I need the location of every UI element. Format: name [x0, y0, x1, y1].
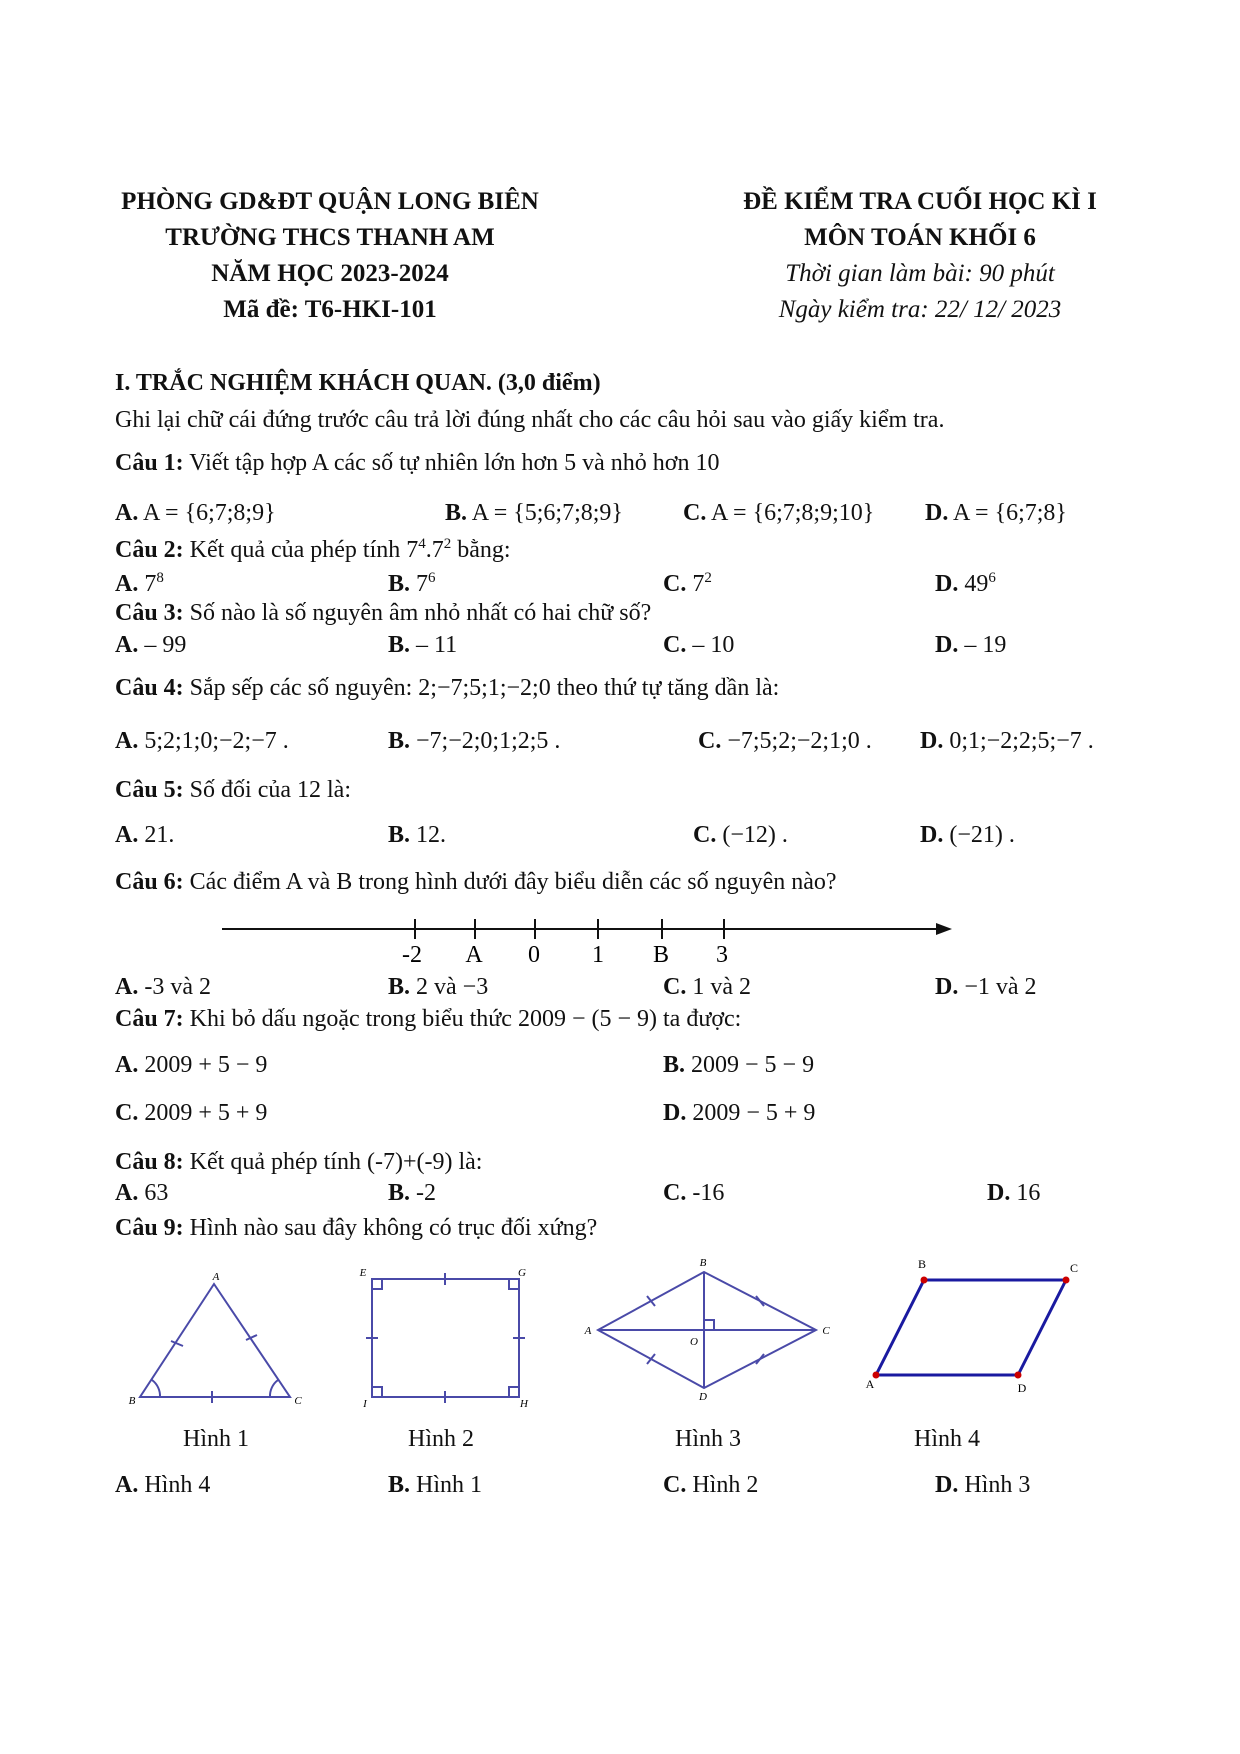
option-text: 2009 + 5 − 9: [138, 1052, 268, 1078]
q1-option-b[interactable]: [445, 500, 623, 527]
question-4: [115, 675, 779, 702]
question-3: [115, 600, 651, 627]
tick-label: 1: [592, 942, 604, 968]
option-label: D.: [663, 1100, 687, 1126]
header-exam-title: ĐỀ KIỂM TRA CUỐI HỌC KÌ I: [743, 188, 1097, 215]
option-text: A = {5;6;7;8;9}: [467, 500, 623, 526]
question-text: Số đối của 12 là:: [183, 777, 351, 803]
q2-option-b[interactable]: B. $7^6$: [388, 570, 436, 597]
point-label-a: A: [465, 942, 483, 968]
option-label: D.: [935, 571, 959, 597]
option-text: 21.: [138, 822, 175, 848]
question-label: Câu 8:: [115, 1149, 184, 1175]
figure-caption-1: Hình 1: [183, 1426, 249, 1452]
question-text: Số nào là số nguyên âm nhỏ nhất có hai chữ số?: [183, 600, 652, 626]
option-label: C.: [663, 571, 687, 597]
option-text: 16: [1010, 1180, 1041, 1206]
option-label: C.: [115, 1100, 139, 1126]
point-label: D: [699, 1391, 707, 1403]
option-text: −7;−2;0;1;2;5 .: [410, 728, 561, 754]
section-instruction: Ghi lại chữ cái đứng trước câu trả lời đúng nhất cho các câu hỏi sau vào giấy kiểm tra.: [115, 407, 945, 433]
option-label: B.: [388, 1180, 411, 1206]
point-label: C: [1069, 1261, 1079, 1275]
option-text: 12.: [410, 822, 447, 848]
q8-option-a[interactable]: [115, 1180, 168, 1207]
option-label: D.: [920, 822, 944, 848]
question-text: Hình nào sau đây không có trục đối xứng?: [183, 1215, 598, 1241]
option-label: C.: [663, 1472, 687, 1498]
parallelogram-figure: [873, 1277, 1070, 1379]
question-6: [115, 869, 837, 896]
q6-option-a[interactable]: [115, 974, 211, 1001]
header-exam-date: Ngày kiểm tra: 22/ 12/ 2023: [778, 296, 1062, 323]
point-label: C: [294, 1395, 302, 1407]
figure-caption-3: Hình 3: [675, 1426, 741, 1452]
question-label: Câu 5:: [115, 777, 184, 803]
tick-label: -2: [402, 942, 422, 968]
question-label: Câu 4:: [115, 675, 184, 701]
option-text: Hình 4: [138, 1472, 211, 1498]
option-label: B.: [388, 571, 411, 597]
symmetry-figures: [0, 1250, 1240, 1410]
figure-caption-4: Hình 4: [914, 1426, 980, 1452]
tick-label: 3: [716, 942, 728, 968]
option-text: – 10: [686, 632, 735, 658]
option-label: D.: [935, 632, 959, 658]
option-label: A.: [115, 822, 139, 848]
q7-option-a[interactable]: [115, 1052, 267, 1079]
header-subject: MÔN TOÁN KHỐI 6: [804, 224, 1036, 251]
option-text: 1 và 2: [686, 974, 751, 1000]
question-text: Kết quả của phép tính: [183, 537, 407, 563]
q3-option-b[interactable]: [388, 632, 457, 659]
q2-option-d[interactable]: D. $49^6$: [935, 570, 996, 597]
triangle-figure: [140, 1284, 290, 1403]
option-text: Hình 1: [410, 1472, 483, 1498]
q8-option-b[interactable]: [388, 1180, 436, 1207]
option-text: (−12) .: [716, 822, 788, 848]
point-label: I: [363, 1398, 367, 1410]
q4-option-c[interactable]: [698, 728, 872, 755]
option-text: – 19: [958, 632, 1007, 658]
option-label: D.: [920, 728, 944, 754]
option-text: 2 và −3: [410, 974, 489, 1000]
q7-option-d[interactable]: [663, 1100, 815, 1127]
q1-option-a[interactable]: [115, 500, 276, 527]
option-label: A.: [115, 728, 139, 754]
question-label: Câu 6:: [115, 869, 184, 895]
option-label: C.: [683, 500, 707, 526]
option-text: 0;1;−2;2;5;−7 .: [943, 728, 1094, 754]
option-label: B.: [388, 632, 411, 658]
q9-option-a[interactable]: [115, 1472, 210, 1499]
question-2: [115, 537, 511, 564]
option-label: D.: [925, 500, 949, 526]
question-1: [115, 450, 720, 477]
section-title: I. TRẮC NGHIỆM KHÁCH QUAN. (3,0 điểm): [115, 370, 601, 396]
q6-option-c[interactable]: [663, 974, 751, 1001]
header-school-year: NĂM HỌC 2023-2024: [211, 260, 449, 287]
question-5: [115, 777, 351, 804]
option-text: 63: [138, 1180, 169, 1206]
option-text: -16: [686, 1180, 725, 1206]
q1-option-d[interactable]: [925, 500, 1067, 527]
question-text: Các điểm A và B trong hình dưới đây biểu diễn các số nguyên nào?: [183, 869, 837, 895]
rhombus-figure: [598, 1272, 816, 1388]
q4-option-a[interactable]: [115, 728, 289, 755]
header-department: PHÒNG GD&ĐT QUẬN LONG BIÊN: [121, 188, 539, 215]
q4-option-b[interactable]: [388, 728, 560, 755]
q9-option-c[interactable]: [663, 1472, 758, 1499]
q5-option-b[interactable]: [388, 822, 446, 849]
number-line-arrowhead: [936, 923, 952, 935]
option-text: – 11: [410, 632, 458, 658]
option-label: A.: [115, 1180, 139, 1206]
header-duration: Thời gian làm bài: 90 phút: [785, 260, 1055, 287]
point-label: G: [518, 1267, 526, 1279]
option-label: D.: [935, 974, 959, 1000]
point-label: A: [584, 1325, 592, 1337]
q2-option-a[interactable]: A. $7^8$: [115, 570, 164, 597]
option-label: A.: [115, 500, 139, 526]
option-label: C.: [693, 822, 717, 848]
option-label: C.: [663, 632, 687, 658]
q5-option-a[interactable]: [115, 822, 174, 849]
option-text: 2009 + 5 + 9: [138, 1100, 268, 1126]
q8-option-d[interactable]: [987, 1180, 1040, 1207]
option-text: 5;2;1;0;−2;−7 .: [138, 728, 289, 754]
option-label: A.: [115, 974, 139, 1000]
option-text: (−21) .: [943, 822, 1015, 848]
q2-option-c[interactable]: C. $7^2$: [663, 570, 712, 597]
question-text: Khi bỏ dấu ngoặc trong biểu thức 2009 − (5 − 9) ta được:: [183, 1006, 742, 1032]
point-label: C: [822, 1325, 830, 1337]
option-text: – 99: [138, 632, 187, 658]
point-label-b: B: [652, 942, 670, 968]
option-text: -3 và 2: [138, 974, 211, 1000]
option-text: Hình 2: [686, 1472, 759, 1498]
q9-option-d[interactable]: [935, 1472, 1030, 1499]
option-label: C.: [698, 728, 722, 754]
option-text: A = {6;7;8;9;10}: [706, 500, 875, 526]
point-label: B: [699, 1257, 707, 1269]
option-text: 2009 − 5 + 9: [686, 1100, 816, 1126]
question-text: Kết quả phép tính (-7)+(-9) là:: [183, 1149, 483, 1175]
square-figure: [366, 1273, 525, 1403]
point-label: E: [359, 1267, 367, 1279]
option-label: C.: [663, 974, 687, 1000]
q3-option-c[interactable]: [663, 632, 734, 659]
option-label: A.: [115, 1052, 139, 1078]
question-label: Câu 7:: [115, 1006, 184, 1032]
question-label: Câu 3:: [115, 600, 184, 626]
point-label: O: [690, 1336, 698, 1348]
option-label: A.: [115, 1472, 139, 1498]
point-label: B: [128, 1395, 136, 1407]
header-school: TRƯỜNG THCS THANH AM: [165, 224, 495, 251]
point-label: H: [520, 1398, 528, 1410]
tick-label: 0: [528, 942, 540, 968]
option-label: B.: [445, 500, 468, 526]
question-text: Viết tập hợp A các số tự nhiên lớn hơn 5 và nhỏ hơn 10: [183, 450, 720, 476]
q4-option-d[interactable]: [920, 728, 1094, 755]
point-label: A: [865, 1377, 875, 1391]
question-7: [115, 1006, 741, 1033]
point-label: D: [1017, 1381, 1027, 1395]
q1-option-c[interactable]: [683, 500, 874, 527]
question-label: Câu 2:: [115, 537, 184, 563]
option-text: Hình 3: [958, 1472, 1031, 1498]
option-text: -2: [410, 1180, 437, 1206]
figure-caption-2: Hình 2: [408, 1426, 474, 1452]
q7-option-b[interactable]: [663, 1052, 814, 1079]
question-9: [115, 1215, 597, 1242]
q5-option-c[interactable]: [693, 822, 788, 849]
q3-option-d[interactable]: [935, 632, 1006, 659]
question-label: Câu 9:: [115, 1215, 184, 1241]
q8-option-c[interactable]: [663, 1180, 724, 1207]
option-text: A = {6;7;8;9}: [138, 500, 276, 526]
q5-option-d[interactable]: [920, 822, 1015, 849]
option-text: A = {6;7;8}: [948, 500, 1067, 526]
question-label: Câu 1:: [115, 450, 184, 476]
point-label: B: [917, 1257, 927, 1271]
option-text: −7;5;2;−2;1;0 .: [721, 728, 872, 754]
point-label: A: [212, 1271, 220, 1283]
option-text: −1 và 2: [958, 974, 1037, 1000]
q6-option-b[interactable]: [388, 974, 488, 1001]
option-label: D.: [987, 1180, 1011, 1206]
option-label: B.: [663, 1052, 686, 1078]
question-text: Sắp sếp các số nguyên: 2;−7;5;1;−2;0 theo thứ tự tăng dần là:: [183, 675, 780, 701]
q7-option-c[interactable]: [115, 1100, 267, 1127]
option-label: A.: [115, 632, 139, 658]
q3-option-a[interactable]: [115, 632, 186, 659]
option-label: D.: [935, 1472, 959, 1498]
option-label: C.: [663, 1180, 687, 1206]
q9-option-b[interactable]: [388, 1472, 482, 1499]
q6-option-d[interactable]: [935, 974, 1037, 1001]
question-8: [115, 1149, 482, 1176]
question-text-after: bằng:: [451, 537, 511, 563]
option-label: B.: [388, 822, 411, 848]
question-expression: $7^4.7^2$: [406, 536, 452, 563]
option-label: B.: [388, 974, 411, 1000]
header-exam-code: Mã đề: T6-HKI-101: [223, 296, 437, 323]
option-label: B.: [388, 1472, 411, 1498]
number-line-figure: [0, 905, 1240, 985]
option-text: 2009 − 5 − 9: [685, 1052, 815, 1078]
option-label: B.: [388, 728, 411, 754]
option-label: A.: [115, 571, 139, 597]
